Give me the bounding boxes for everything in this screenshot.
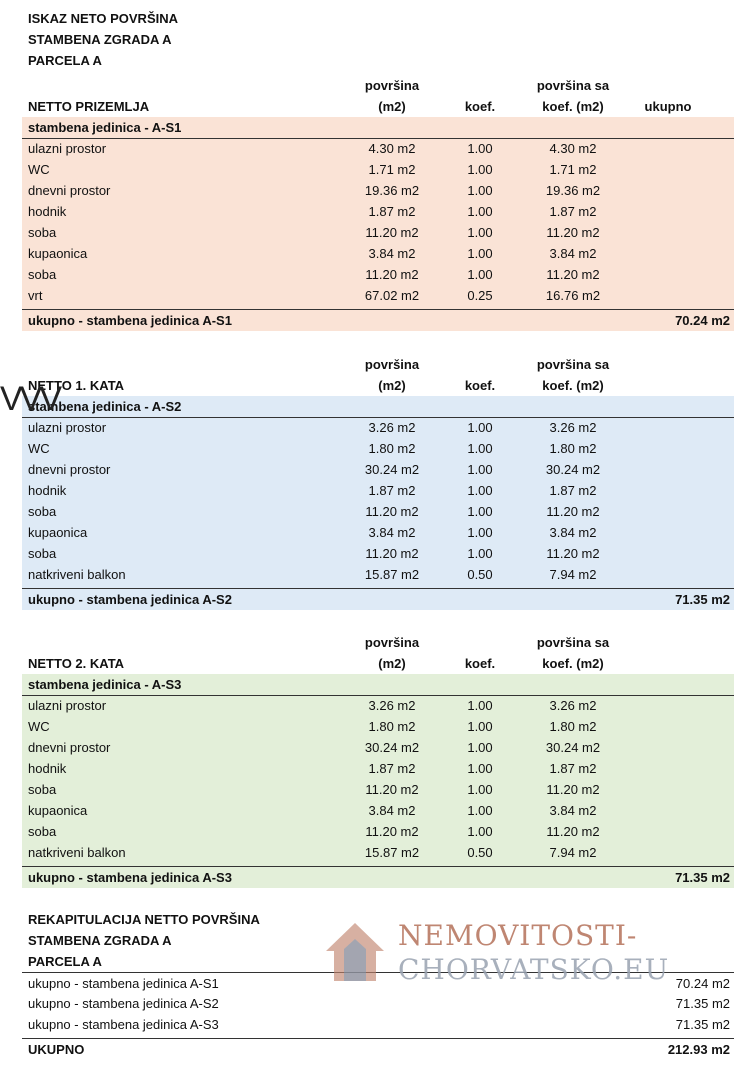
cell-name: ukupno - stambena jedinica A-S3 — [28, 1017, 219, 1032]
unit-heading — [22, 117, 734, 139]
cell-area: 3.84 m2 — [368, 803, 416, 818]
table-row — [22, 821, 734, 842]
recap-row — [22, 993, 734, 1014]
cell-area-coef: 11.20 m2 — [546, 546, 600, 561]
cell-total: 71.35 m2 — [675, 996, 730, 1011]
table-row — [22, 737, 734, 758]
cell-name: ulazni prostor — [28, 698, 107, 713]
unit-heading — [22, 396, 734, 418]
cell-area: 30.24 m2 — [364, 740, 420, 755]
cell-coef: 1.00 — [467, 525, 493, 540]
table-row — [22, 138, 734, 159]
cell-name: WC — [28, 441, 50, 456]
cell-name: kupaonica — [28, 803, 88, 818]
table-row — [22, 779, 734, 800]
cell-area-coef: 11.20 m2 — [546, 824, 600, 839]
table-band-s2 — [22, 396, 734, 610]
cell-coef: 1.00 — [467, 141, 493, 156]
cell-area-coef: 3.84 m2 — [549, 525, 597, 540]
table-row — [22, 800, 734, 821]
cell-area: 67.02 m2 — [364, 288, 420, 303]
cell-name: dnevni prostor — [28, 183, 111, 198]
table-row — [22, 543, 734, 564]
cell-area: 11.20 m2 — [365, 267, 419, 282]
cell-area: 1.80 m2 — [368, 719, 416, 734]
cell-area-coef: 7.94 m2 — [549, 567, 597, 582]
cell-name: soba — [28, 504, 57, 519]
cell-name: vrt — [28, 288, 43, 303]
cell-area-coef: 3.84 m2 — [549, 246, 597, 261]
col-header-coef: koef. — [464, 656, 496, 671]
cell-name: ukupno - stambena jedinica A-S1 — [28, 313, 232, 328]
cell-coef: 1.00 — [467, 483, 493, 498]
cell-name: ulazni prostor — [28, 420, 107, 435]
col-header-total: ukupno — [644, 99, 692, 114]
cell-area-coef: 1.87 m2 — [549, 483, 597, 498]
table-band-s1 — [22, 117, 734, 331]
cell-area-coef: 11.20 m2 — [546, 267, 600, 282]
col-header-coef: koef. — [464, 99, 496, 114]
cell-coef: 1.00 — [467, 740, 493, 755]
unit-total-row — [22, 309, 734, 331]
cell-name: kupaonica — [28, 246, 88, 261]
table-row — [22, 459, 734, 480]
cell-total: 70.24 m2 — [675, 313, 730, 328]
section-heading: NETTO 1. KATA — [28, 378, 125, 393]
cell-coef: 1.00 — [467, 162, 493, 177]
unit-total-row — [22, 588, 734, 610]
cell-area-coef: 30.24 m2 — [545, 462, 601, 477]
cell-name: ulazni prostor — [28, 141, 107, 156]
cell-name: dnevni prostor — [28, 462, 111, 477]
cell-area: 1.87 m2 — [368, 204, 416, 219]
title-line: PARCELA A — [28, 53, 102, 68]
cell-coef: 1.00 — [467, 246, 493, 261]
house-icon — [322, 919, 388, 985]
cell-name: UKUPNO — [28, 1042, 85, 1057]
cell-area: 3.26 m2 — [368, 420, 416, 435]
table-row — [22, 417, 734, 438]
cell-area-coef: 1.80 m2 — [549, 719, 597, 734]
cell-area: 15.87 m2 — [364, 567, 420, 582]
cell-name: hodnik — [28, 761, 67, 776]
table-row — [22, 222, 734, 243]
cell-area: 1.87 m2 — [368, 483, 416, 498]
unit-heading — [22, 674, 734, 696]
cell-area: 3.84 m2 — [368, 246, 416, 261]
watermark-line: CHORVATSKO.EU — [398, 953, 670, 986]
cell-coef: 1.00 — [467, 420, 493, 435]
cell-total: 212.93 m2 — [667, 1042, 730, 1057]
cell-coef: 0.50 — [467, 845, 493, 860]
cell-area: 3.84 m2 — [368, 525, 416, 540]
cell-total: 71.35 m2 — [675, 1017, 730, 1032]
recap-title: REKAPITULACIJA NETTO POVRŠINA STAMBENA ZGRADA A PARCELA A — [28, 912, 260, 969]
cell-area: 11.20 m2 — [365, 546, 419, 561]
cell-area-coef: 16.76 m2 — [545, 288, 601, 303]
cell-area: 4.30 m2 — [368, 141, 416, 156]
cell-area-coef: 3.84 m2 — [549, 803, 597, 818]
cell-area: 11.20 m2 — [365, 824, 419, 839]
col-header-area: površina (m2) — [364, 357, 420, 393]
table-row — [22, 480, 734, 501]
table-row — [22, 159, 734, 180]
stray-mark: VVV — [0, 380, 60, 418]
cell-area: 11.20 m2 — [365, 504, 419, 519]
col-header-area: površina (m2) — [364, 78, 420, 114]
table-row — [22, 522, 734, 543]
cell-coef: 1.00 — [467, 462, 493, 477]
cell-area: 3.26 m2 — [368, 698, 416, 713]
cell-area: 1.80 m2 — [368, 441, 416, 456]
document-title — [28, 8, 178, 71]
title-line: ISKAZ NETO POVRŠINA — [28, 11, 179, 26]
cell-name: WC — [28, 719, 50, 734]
cell-coef: 1.00 — [467, 267, 493, 282]
cell-name: soba — [28, 782, 57, 797]
watermark-line: NEMOVITOSTI- — [398, 919, 638, 952]
table-row — [22, 264, 734, 285]
cell-name: kupaonica — [28, 525, 88, 540]
cell-coef: 1.00 — [467, 782, 493, 797]
cell-name: natkriveni balkon — [28, 845, 126, 860]
cell-total: 70.24 m2 — [675, 976, 730, 991]
section-heading: NETTO 2. KATA — [28, 656, 125, 671]
table-row — [22, 285, 734, 306]
cell-coef: 0.25 — [467, 288, 493, 303]
table-row — [22, 695, 734, 716]
table-row — [22, 716, 734, 737]
col-header-area-coef: površina sa koef. (m2) — [536, 357, 610, 393]
cell-area-coef: 11.20 m2 — [546, 504, 600, 519]
cell-coef: 1.00 — [467, 719, 493, 734]
cell-coef: 1.00 — [467, 824, 493, 839]
cell-area-coef: 1.80 m2 — [549, 441, 597, 456]
cell-name: ukupno - stambena jedinica A-S2 — [28, 592, 232, 607]
cell-coef: 1.00 — [467, 803, 493, 818]
cell-name: dnevni prostor — [28, 740, 111, 755]
table-row — [22, 501, 734, 522]
table-row — [22, 201, 734, 222]
table-row — [22, 564, 734, 585]
cell-name: soba — [28, 267, 57, 282]
recap-total-row — [22, 1038, 734, 1060]
cell-name: hodnik — [28, 483, 67, 498]
cell-coef: 1.00 — [467, 204, 493, 219]
section-heading: NETTO PRIZEMLJA — [28, 99, 150, 114]
cell-area-coef: 1.87 m2 — [549, 204, 597, 219]
cell-coef: 0.50 — [467, 567, 493, 582]
cell-area-coef: 4.30 m2 — [549, 141, 597, 156]
cell-name: ukupno - stambena jedinica A-S1 — [28, 976, 219, 991]
cell-area-coef: 11.20 m2 — [546, 225, 600, 240]
cell-area: 15.87 m2 — [364, 845, 420, 860]
cell-total: 71.35 m2 — [675, 592, 730, 607]
table-row — [22, 243, 734, 264]
cell-area: 1.87 m2 — [368, 761, 416, 776]
cell-area-coef: 3.26 m2 — [549, 698, 597, 713]
cell-area-coef: 7.94 m2 — [549, 845, 597, 860]
title-line: STAMBENA ZGRADA A — [28, 32, 172, 47]
cell-name: stambena jedinica - A-S3 — [28, 677, 182, 692]
cell-area-coef: 1.87 m2 — [549, 761, 597, 776]
cell-area-coef: 3.26 m2 — [549, 420, 597, 435]
cell-area: 11.20 m2 — [365, 782, 419, 797]
cell-name: ukupno - stambena jedinica A-S3 — [28, 870, 232, 885]
recap-row — [22, 1014, 734, 1035]
cell-area: 11.20 m2 — [365, 225, 419, 240]
watermark-logo — [322, 917, 670, 992]
col-header-area-coef: površina sa koef. (m2) — [536, 78, 610, 114]
cell-coef: 1.00 — [467, 504, 493, 519]
cell-name: stambena jedinica - A-S1 — [28, 120, 182, 135]
cell-area: 19.36 m2 — [364, 183, 420, 198]
cell-coef: 1.00 — [467, 761, 493, 776]
cell-area-coef: 19.36 m2 — [545, 183, 601, 198]
cell-coef: 1.00 — [467, 225, 493, 240]
col-header-coef: koef. — [464, 378, 496, 393]
cell-area: 30.24 m2 — [364, 462, 420, 477]
cell-name: hodnik — [28, 204, 67, 219]
table-band-s3 — [22, 674, 734, 888]
unit-total-row — [22, 866, 734, 888]
cell-name: soba — [28, 225, 57, 240]
table-row — [22, 180, 734, 201]
cell-name: WC — [28, 162, 50, 177]
cell-coef: 1.00 — [467, 441, 493, 456]
cell-name: soba — [28, 546, 57, 561]
cell-coef: 1.00 — [467, 698, 493, 713]
cell-area-coef: 11.20 m2 — [546, 782, 600, 797]
col-header-area: površina (m2) — [364, 635, 420, 671]
cell-name: stambena jedinica - A-S2 — [28, 399, 182, 414]
col-header-area-coef: površina sa koef. (m2) — [536, 635, 610, 671]
cell-total: 71.35 m2 — [675, 870, 730, 885]
cell-coef: 1.00 — [467, 546, 493, 561]
cell-coef: 1.00 — [467, 183, 493, 198]
table-row — [22, 758, 734, 779]
cell-area-coef: 1.71 m2 — [549, 162, 597, 177]
cell-area: 1.71 m2 — [368, 162, 416, 177]
cell-name: soba — [28, 824, 57, 839]
table-row — [22, 438, 734, 459]
table-row — [22, 842, 734, 863]
cell-area-coef: 30.24 m2 — [545, 740, 601, 755]
cell-name: natkriveni balkon — [28, 567, 126, 582]
cell-name: ukupno - stambena jedinica A-S2 — [28, 996, 219, 1011]
